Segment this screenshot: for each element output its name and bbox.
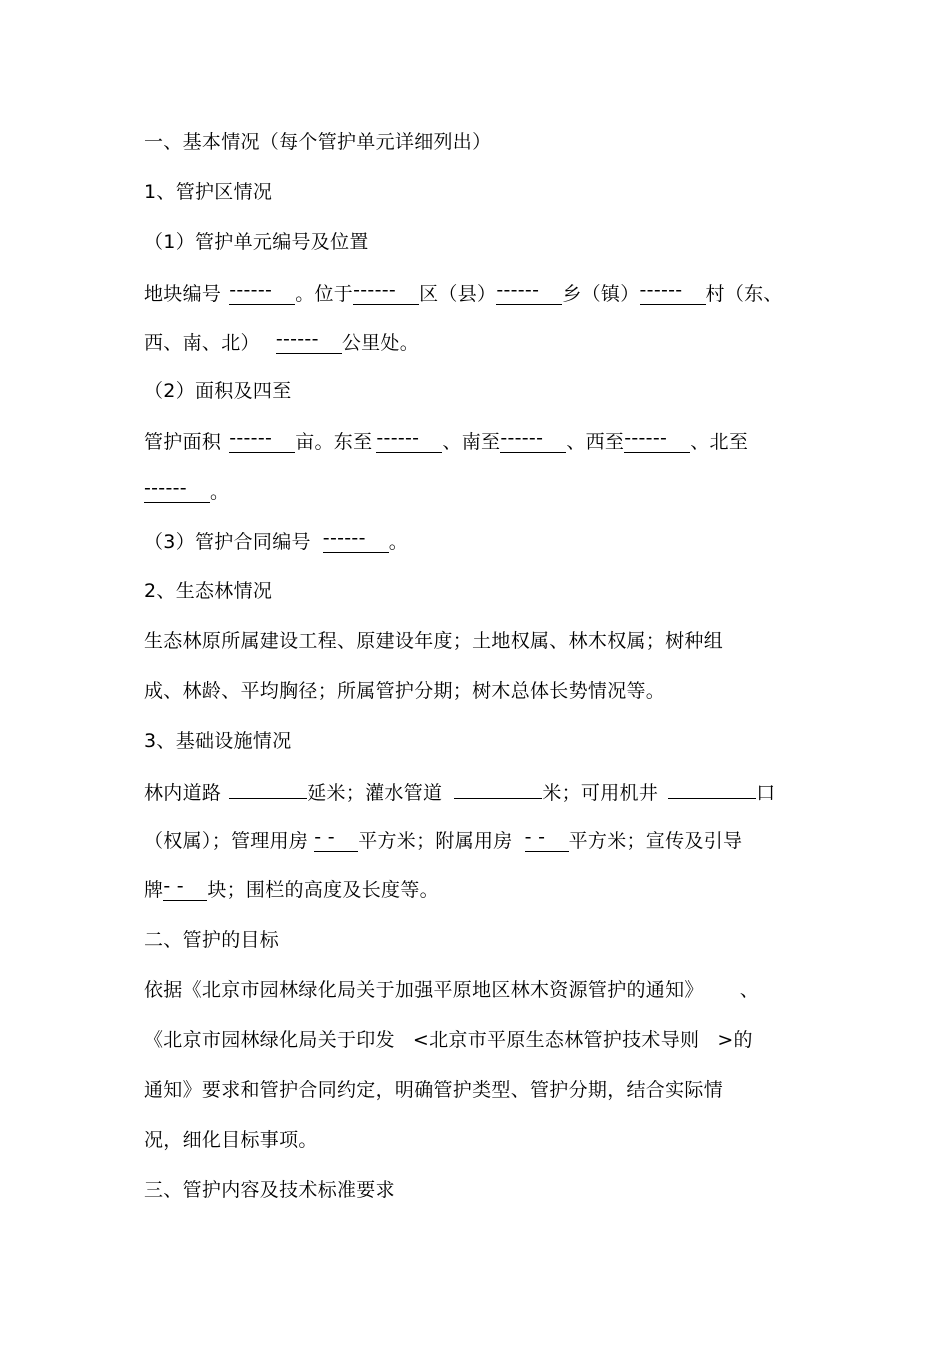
location-line-2	[144, 330, 419, 356]
infrastructure-line-2	[144, 828, 742, 854]
text: 、西至	[566, 431, 625, 453]
text: 林内道路	[144, 782, 222, 804]
text: （权属）；管理用房	[144, 830, 309, 852]
section-management-area: 1、管护区情况	[144, 181, 273, 203]
text: 西、南、北）	[144, 332, 260, 354]
goal-paragraph-line-3: 通知》要求和管护合同约定，明确管护类型、管护分期，结合实际情	[144, 1079, 724, 1101]
blank-well-count	[668, 778, 756, 799]
forest-paragraph-line-2: 成、林龄、平均胸径；所属管护分期；树木总体长势情况等。	[144, 680, 666, 702]
text: 。	[210, 481, 230, 503]
text: 地块编号	[144, 283, 222, 305]
blank-east: ------	[376, 432, 442, 453]
text: （3）管护合同编号	[144, 531, 311, 553]
blank-pipe-length	[454, 778, 542, 799]
goal-paragraph-line-2	[144, 1027, 753, 1053]
heading-management-goal: 二、管护的目标	[144, 929, 280, 951]
blank-auxiliary-house: - -	[525, 831, 569, 852]
goal-paragraph-line-1	[144, 977, 759, 1003]
forest-paragraph-line-1: 生态林原所属建设工程、原建设年度；土地权属、林木权属；树种组	[144, 630, 724, 652]
text: >的	[717, 1029, 753, 1051]
text: 依据《北京市园林绿化局关于加强平原地区林木资源管护的通知》	[144, 979, 704, 1001]
section-ecological-forest: 2、生态林情况	[144, 580, 273, 602]
blank-north: ------	[144, 482, 210, 503]
text: 公里处。	[341, 332, 420, 354]
text: 口	[756, 782, 776, 804]
location-line-1	[144, 281, 783, 307]
goal-paragraph-line-4: 况，细化目标事项。	[144, 1129, 318, 1151]
text: 平方米；宣传及引导	[568, 830, 743, 852]
section-infrastructure: 3、基础设施情况	[144, 730, 292, 752]
blank-sign-count: - -	[163, 880, 207, 901]
text: 牌	[144, 879, 164, 901]
text: 区（县）	[419, 283, 497, 305]
heading-content-standards: 三、管护内容及技术标准要求	[144, 1179, 395, 1201]
blank-area: ------	[229, 432, 295, 453]
blank-district: ------	[353, 284, 419, 305]
area-line-2	[144, 479, 229, 505]
blank-management-house: - -	[314, 831, 358, 852]
subsection-area-boundaries: （2）面积及四至	[144, 380, 292, 402]
infrastructure-line-1	[144, 778, 775, 804]
text: 、北至	[690, 431, 749, 453]
text: 。位于	[295, 283, 354, 305]
text: 延米；灌水管道	[307, 782, 443, 804]
blank-village: ------	[640, 284, 706, 305]
subsection-unit-number-location: （1）管护单元编号及位置	[144, 231, 369, 253]
text: 。	[388, 531, 409, 553]
blank-south: ------	[500, 432, 566, 453]
text: 管护面积	[144, 431, 222, 453]
blank-road-length	[229, 778, 307, 799]
heading-basic-info: 一、基本情况（每个管护单元详细列出）	[144, 131, 492, 153]
text: 米；可用机井	[542, 782, 659, 804]
infrastructure-line-3	[144, 877, 439, 903]
blank-distance: ------	[276, 333, 342, 354]
text: 、	[739, 979, 760, 1001]
text: 乡（镇）	[562, 283, 640, 305]
blank-contract-number: ------	[323, 532, 389, 553]
text: 《北京市园林绿化局关于印发	[144, 1029, 395, 1051]
contract-number-line	[144, 529, 408, 555]
blank-township: ------	[496, 284, 562, 305]
text: 、南至	[442, 431, 501, 453]
text: 块；围栏的高度及长度等。	[207, 879, 439, 901]
text: 村（东、	[705, 283, 783, 305]
text: <北京市平原生态林管护技术导则	[412, 1029, 700, 1051]
area-line-1	[144, 429, 748, 455]
text: 平方米；附属用房	[358, 830, 513, 852]
text: 亩。东至	[295, 431, 373, 453]
blank-plot-number: ------	[229, 284, 295, 305]
blank-west: ------	[624, 432, 690, 453]
